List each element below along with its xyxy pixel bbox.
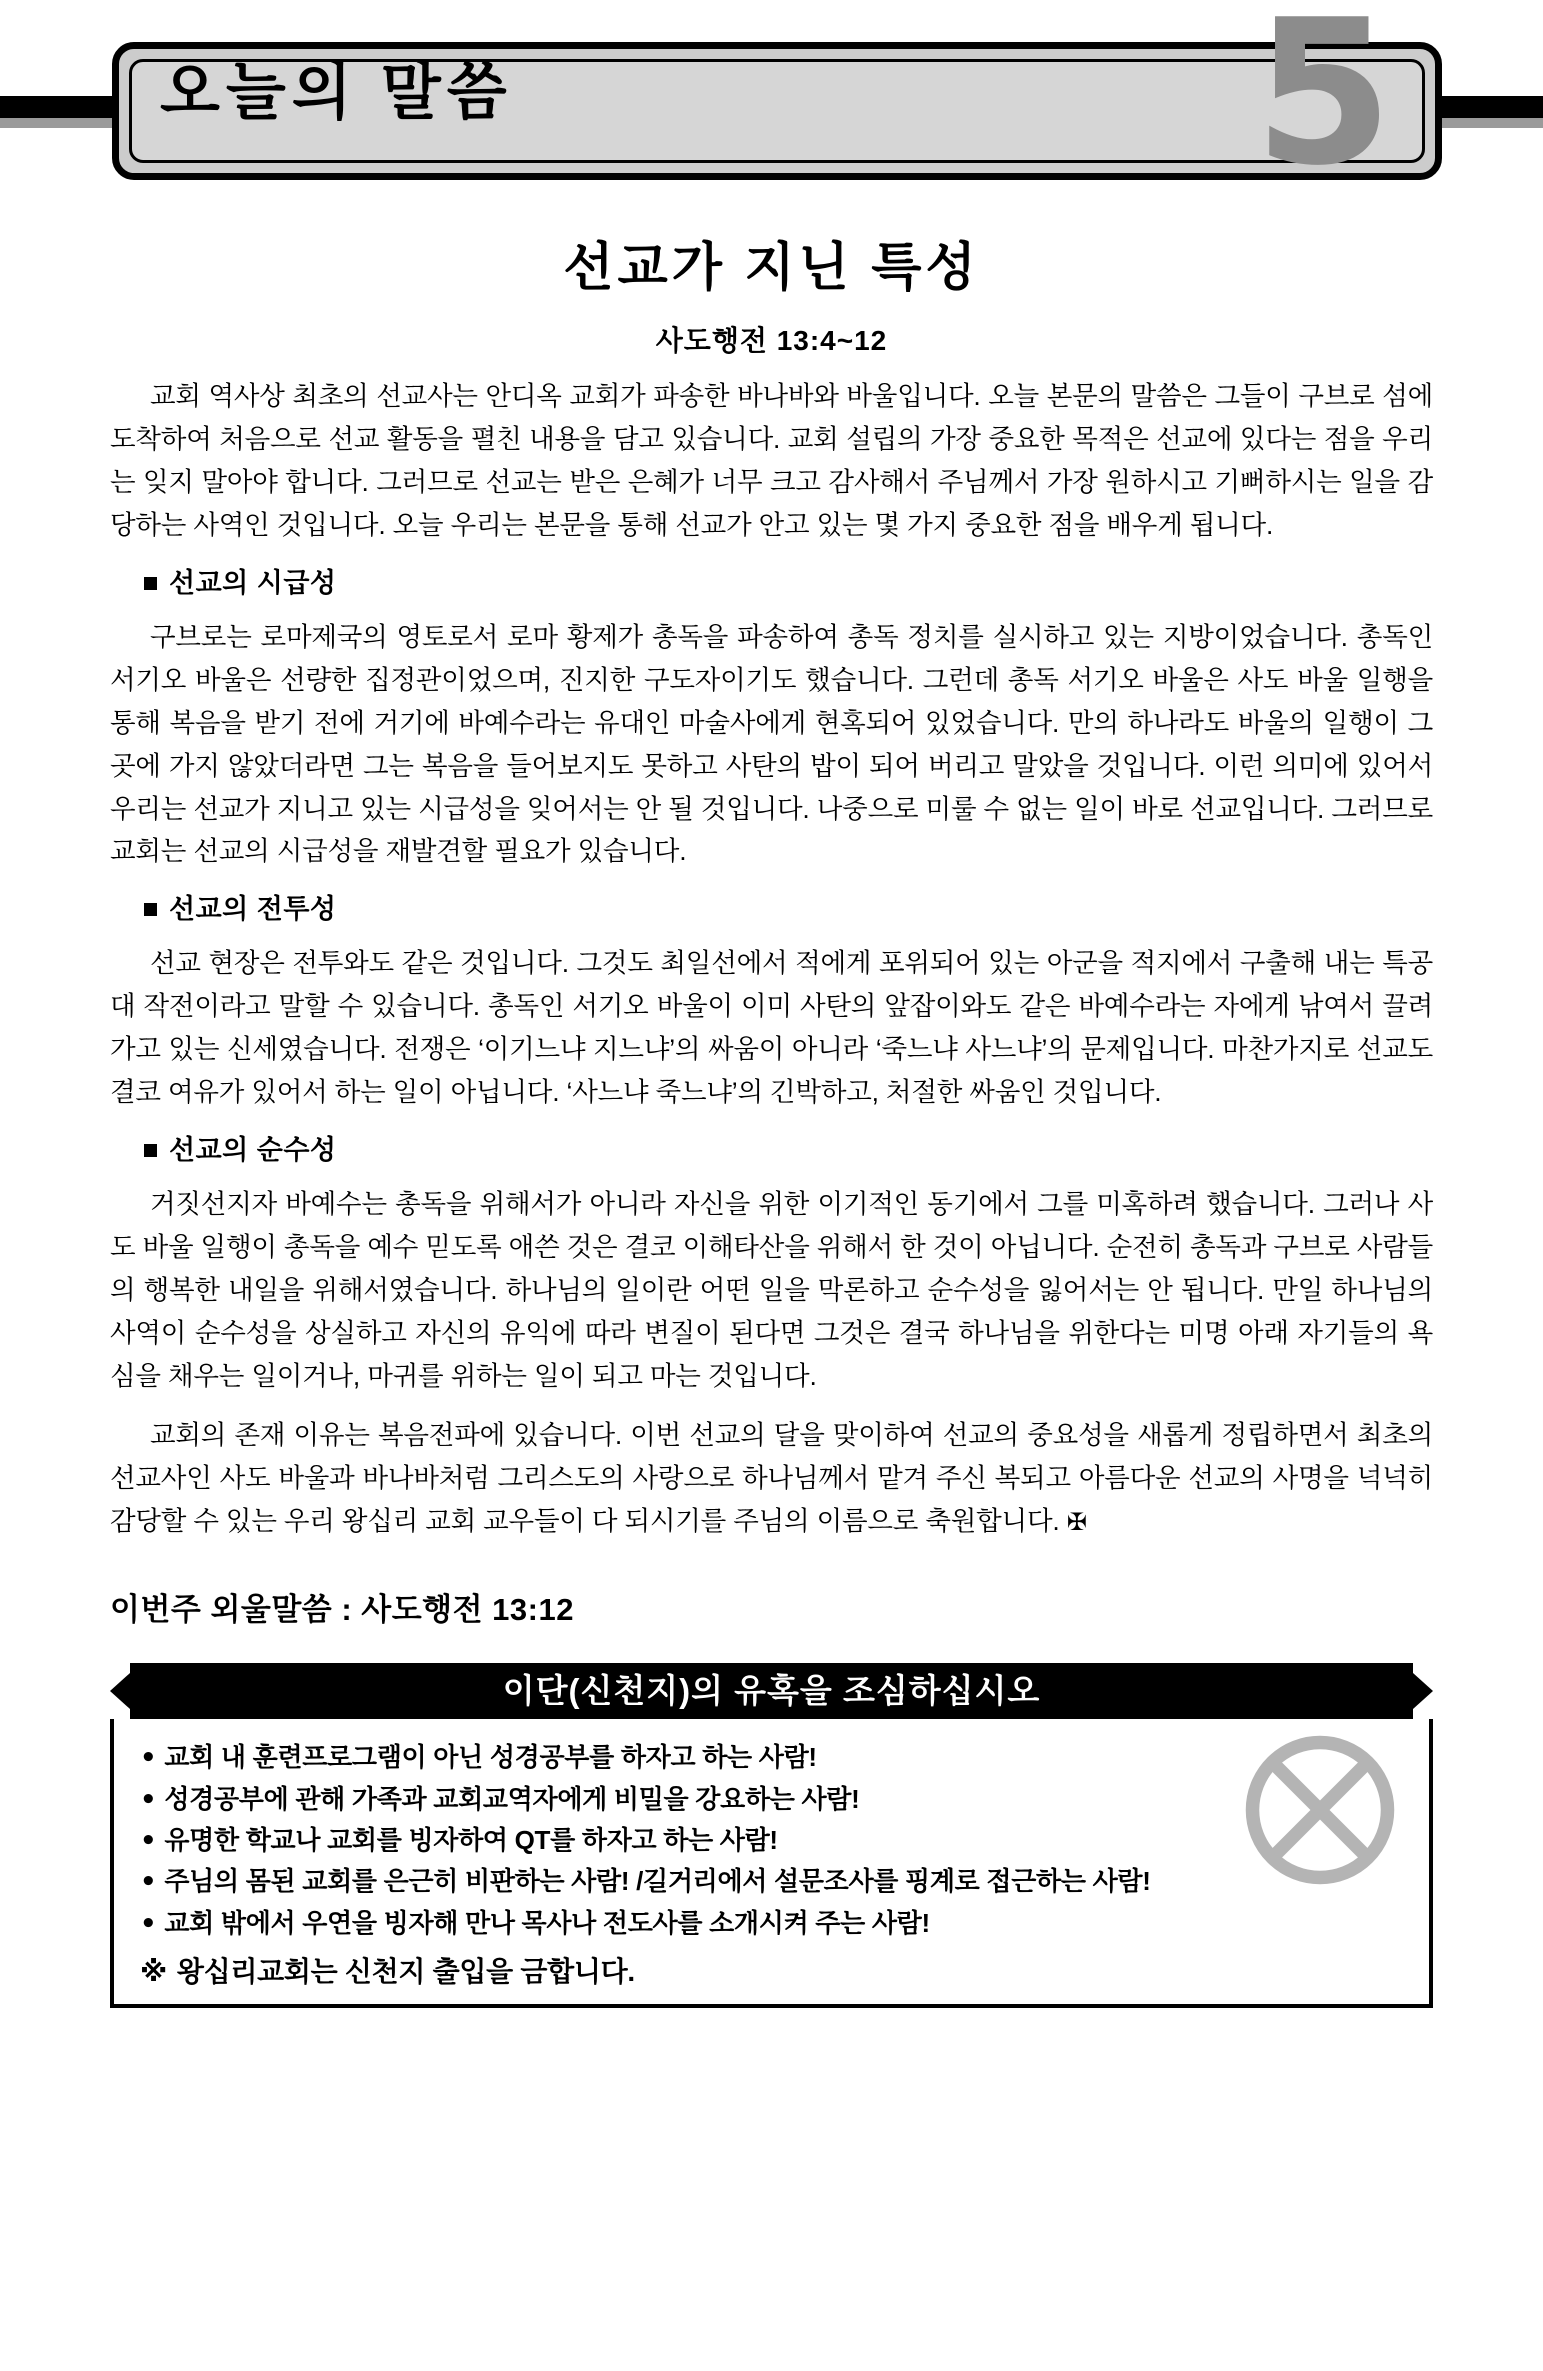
section-body-3: 거짓선지자 바예수는 총독을 위해서가 아니라 자신을 위한 이기적인 동기에서 그를 미혹하려 했습니다. 그러나 사도 바울 일행이 총독을 예수 믿도록 애쓴 것은 결코 이해타산을 위해서 한 것이 아닙니다. 순전히 총독과 구브로 사람들의 행복한 내일을 위해서였습니다. 하나님의 일이란 어떤 일을 막론하고 순수성을 잃어서는 안 됩니다. 만일 하나님의 사역이 순수성을 상실하고 자신의 유익에 따라 변질이 된다면 그것은 결국 하나님을 위한다는 미명 아래 자기들의 욕심을 채우는 일이거나, 마귀를 위하는 일이 되고 마는 것입니다. [110, 1189, 1433, 1391]
section-heading-1 [144, 561, 1433, 600]
header-page-number: 5 [1253, 0, 1393, 210]
section-heading-2 [144, 887, 1433, 926]
memorize-verse-label: 이번주 외울말씀 : 사도행전 13:12 [110, 1592, 574, 1628]
list-item [140, 1903, 1403, 1944]
bullet-icon: • [140, 1826, 157, 1857]
section-body-2: 선교 현장은 전투와도 같은 것입니다. 그것도 최일선에서 적에게 포위되어 있는 아군을 적지에서 구출해 내는 특공대 작전이라고 말할 수 있습니다. 총독인 서기오 바울이 이미 사탄의 앞잡이와도 같은 바예수라는 자에게 낚여서 끌려가고 있는 신세였습니다. 전쟁은 ‘이기느냐 지느냐’의 싸움이 아니라 ‘죽느냐 사느냐’의 문제입니다. 마찬가지로 선교도 결코 여유가 있어서 하는 일이 아닙니다. ‘사느냐 죽느냐’의 긴박하고, 처절한 싸움인 것입니다. [110, 948, 1433, 1108]
list-item-label: 유명한 학교나 교회를 빙자하여 QT를 하자고 하는 사람! [164, 1825, 778, 1856]
warning-item-list [140, 1737, 1403, 1943]
bullet-icon: • [140, 1784, 157, 1815]
list-item [140, 1861, 1403, 1902]
square-bullet-icon [144, 577, 157, 590]
scripture-reference: 사도행전 13:4~12 [655, 325, 888, 357]
warning-note-label: 왕십리교회는 신천지 출입을 금합니다. [176, 1955, 635, 1987]
list-item-label: 주님의 몸된 교회를 은근히 비판하는 사람! /길거리에서 설문조사를 핑계로 접근하는 사람! [164, 1866, 1151, 1897]
section-heading-3 [144, 1128, 1433, 1167]
list-item [140, 1737, 1403, 1778]
closing-paragraph-text: 교회의 존재 이유는 복음전파에 있습니다. 이번 선교의 달을 맞이하여 선교의 중요성을 새롭게 정립하면서 최초의 선교사인 사도 바울과 바나바처럼 그리스도의 사랑으로 하나님께서 맡겨 주신 복되고 아름다운 선교의 사명을 넉넉히 감당할 수 있는 우리 왕십리 교회 교우들이 다 되시기를 주님의 이름으로 축원합니다. [110, 1419, 1433, 1536]
section-heading-3-label: 선교의 순수성 [169, 1135, 337, 1166]
reference-mark-icon: ※ [140, 1954, 167, 1988]
warning-box-body [110, 1719, 1433, 2007]
cross-symbol-icon: ✠ [1066, 1507, 1087, 1536]
list-item-label: 교회 밖에서 우연을 빙자해 만나 목사나 전도사를 소개시켜 주는 사람! [164, 1907, 930, 1938]
square-bullet-icon [144, 903, 157, 916]
warning-note [140, 1950, 1403, 1990]
list-item-label: 성경공부에 관해 가족과 교회교역자에게 비밀을 강요하는 사람! [164, 1783, 860, 1814]
square-bullet-icon [144, 1144, 157, 1157]
list-item [140, 1779, 1403, 1820]
closing-paragraph [110, 1414, 1433, 1543]
section-heading-1-label: 선교의 시급성 [169, 567, 337, 598]
warning-ribbon-title: 이단(신천지)의 유혹을 조심하십시오 [130, 1663, 1413, 1719]
bullet-icon: • [140, 1867, 157, 1898]
section-heading-2-label: 선교의 전투성 [169, 894, 337, 925]
intro-paragraph: 교회 역사상 최초의 선교사는 안디옥 교회가 파송한 바나바와 바울입니다. 오늘 본문의 말씀은 그들이 구브로 섬에 도착하여 처음으로 선교 활동을 펼친 내용을 담고 있습니다. 교회 설립의 가장 중요한 목적은 선교에 있다는 점을 우리는 잊지 말아야 합니다. 그러므로 선교는 받은 은혜가 너무 크고 감사해서 주님께서 가장 원하시고 기뻐하시는 일을 감당하는 사역인 것입니다. 오늘 우리는 본문을 통해 선교가 안고 있는 몇 가지 중요한 점을 배우게 됩니다. [110, 381, 1433, 540]
cult-warning-box [110, 1663, 1433, 2007]
list-item-label: 교회 내 훈련프로그램이 아닌 성경공부를 하자고 하는 사람! [164, 1742, 817, 1773]
bullet-icon: • [140, 1743, 157, 1774]
list-item [140, 1820, 1403, 1861]
header-title: 오늘의 말씀 [160, 58, 513, 127]
bullet-icon: • [140, 1908, 157, 1939]
page-title: 선교가 지닌 특성 [563, 239, 980, 297]
page-header [0, 0, 1543, 210]
document-body [0, 240, 1543, 2008]
section-body-1: 구브로는 로마제국의 영토로서 로마 황제가 총독을 파송하여 총독 정치를 실시하고 있는 지방이었습니다. 총독인 서기오 바울은 선량한 집정관이었으며, 진지한 구도자이기도 했습니다. 그런데 총독 서기오 바울은 사도 바울 일행을 통해 복음을 받기 전에 거기에 바예수라는 유대인 마술사에게 현혹되어 있었습니다. 만의 하나라도 바울의 일행이 그곳에 가지 않았더라면 그는 복음을 들어보지도 못하고 사탄의 밥이 되어 버리고 말았을 것입니다. 이런 의미에 있어서 우리는 선교가 지니고 있는 시급성을 잊어서는 안 될 것입니다. 나중으로 미룰 수 없는 일이 바로 선교입니다. 그러므로 교회는 선교의 시급성을 재발견할 필요가 있습니다. [110, 621, 1433, 867]
